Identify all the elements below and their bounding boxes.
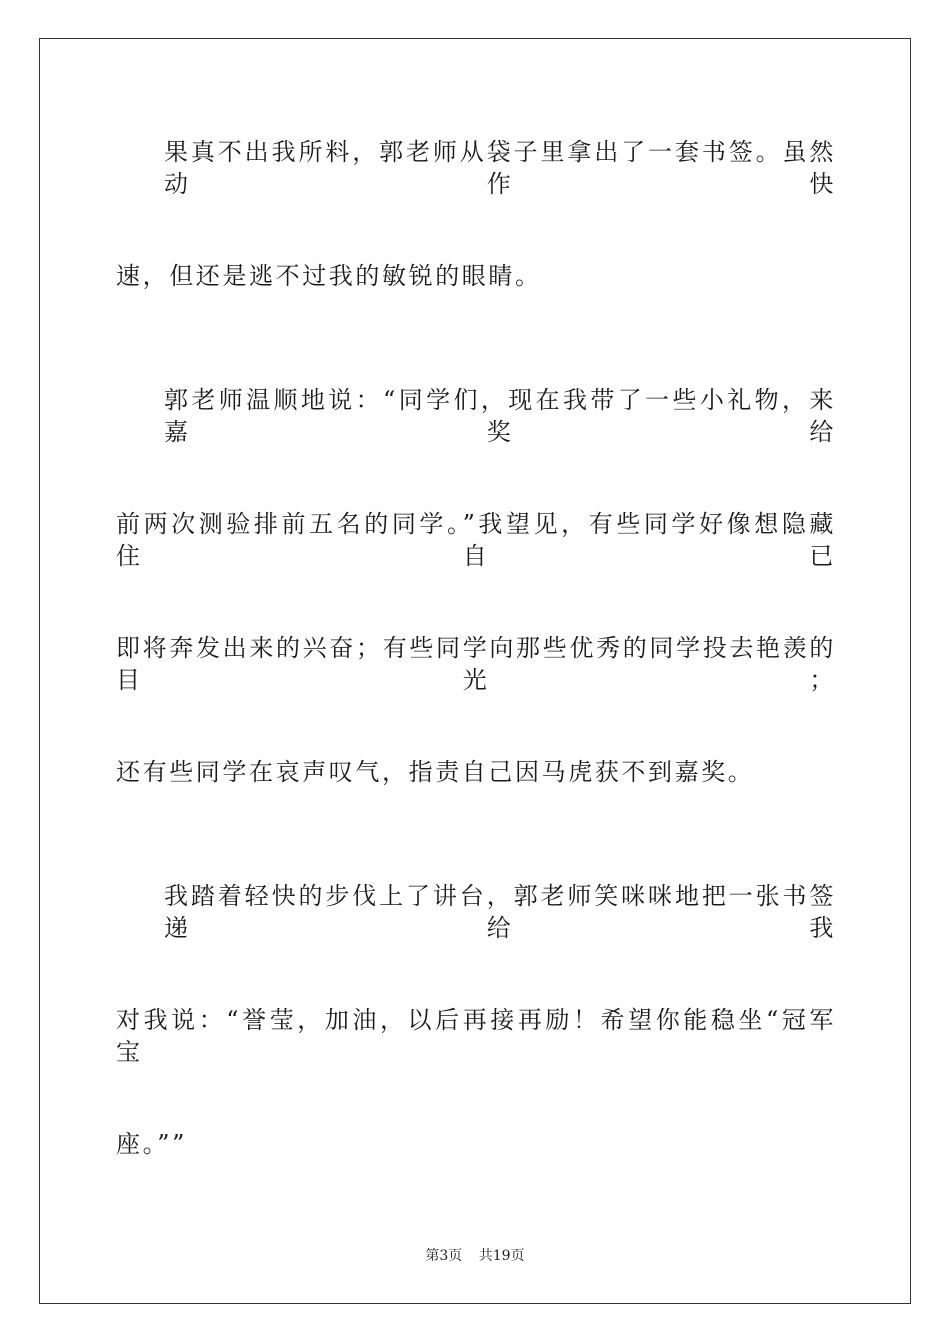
text-line-1: 果真不出我所料，郭老师从袋子里拿出了一套书签。虽然动作快 [164,138,836,198]
text-line-2: 速，但还是逃不过我的敏锐的眼睛。 [116,262,542,290]
text-line-7: 我踏着轻快的步伐上了讲台，郭老师笑咪咪地把一张书签递给我 [164,882,836,942]
text-line-8: 对我说：“誉莹，加油，以后再接再励！希望你能稳坐“冠军宝 [116,1006,836,1066]
text-line-3: 郭老师温顺地说：“同学们，现在我带了一些小礼物，来嘉奖给 [164,386,836,446]
text-line-4: 前两次测验排前五名的同学。”我望见，有些同学好像想隐藏住自已 [116,510,836,570]
page-number: 第3页 [425,1248,463,1264]
page-total: 共19页 [478,1248,525,1264]
text-line-6: 还有些同学在哀声叹气，指责自己因马虎获不到嘉奖。 [116,758,755,786]
text-line-5: 即将奔发出来的兴奋；有些同学向那些优秀的同学投去艳羡的目光； [116,634,836,694]
page-footer [0,1246,950,1266]
text-line-9: 座。”” [116,1130,187,1158]
